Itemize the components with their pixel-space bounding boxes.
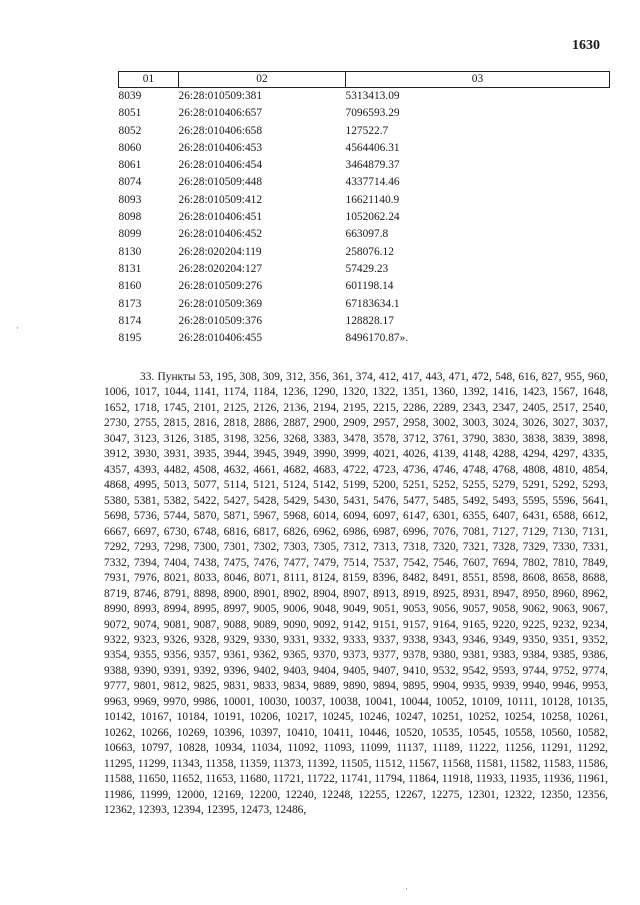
column-header: 01 — [119, 72, 179, 88]
cell-value: 8496170.87». — [345, 332, 409, 345]
table-row — [119, 140, 610, 157]
cell-value: 663097.8 — [345, 228, 389, 241]
cell-value: 258076.12 — [345, 245, 394, 258]
page-number: 1630 — [572, 38, 600, 53]
cell-value: 128828.17 — [345, 314, 394, 327]
cell-number: 8060 — [118, 141, 142, 154]
cell-number: 8195 — [118, 332, 142, 345]
table-row — [119, 261, 610, 278]
cell-value: 5313413.09 — [345, 90, 400, 102]
cell-value: 4337714.46 — [345, 176, 400, 189]
cell-number: 8039 — [118, 90, 142, 102]
cell-value: 4564406.31 — [345, 141, 400, 154]
data-table — [118, 71, 610, 347]
clause-33-paragraph — [104, 370, 608, 819]
cell-cadastral-number: 26:28:010509:376 — [178, 314, 263, 327]
table-row — [119, 105, 610, 122]
cell-number: 8130 — [118, 245, 142, 258]
cell-number: 8052 — [118, 124, 142, 137]
cell-cadastral-number: 26:28:010406:454 — [178, 159, 263, 172]
table-header-row — [119, 72, 610, 88]
cell-cadastral-number: 26:28:010509:381 — [178, 90, 263, 102]
cell-cadastral-number: 26:28:010406:452 — [178, 228, 263, 241]
cell-number: 8160 — [118, 280, 142, 293]
cell-value: 601198.14 — [345, 280, 394, 293]
column-header: 02 — [179, 72, 346, 88]
cell-number: 8174 — [118, 314, 142, 327]
cell-value: 3464879.37 — [345, 159, 400, 172]
cell-number: 8131 — [118, 262, 142, 275]
table-row — [119, 157, 610, 174]
cell-value: 1052062.24 — [345, 211, 400, 224]
cell-number: 8098 — [118, 211, 142, 224]
scan-speck: · — [405, 884, 408, 894]
cell-cadastral-number: 26:28:010509:412 — [178, 193, 263, 206]
cell-cadastral-number: 26:28:010509:448 — [178, 176, 263, 189]
table-row — [119, 192, 610, 209]
table-row — [119, 209, 610, 226]
cell-value: 67183634.1 — [345, 297, 400, 310]
cell-cadastral-number: 26:28:010406:658 — [178, 124, 263, 137]
table-row — [119, 330, 610, 347]
cell-cadastral-number: 26:28:010406:657 — [178, 107, 263, 120]
table-row — [119, 313, 610, 330]
cell-cadastral-number: 26:28:020204:127 — [178, 262, 263, 275]
table-row — [119, 278, 610, 295]
table-row — [119, 123, 610, 140]
cell-cadastral-number: 26:28:010406:451 — [178, 211, 263, 224]
cell-cadastral-number: 26:28:010509:276 — [178, 280, 263, 293]
cell-number: 8099 — [118, 228, 142, 241]
column-header: 03 — [346, 72, 610, 88]
scan-speck: · — [16, 323, 19, 333]
cell-cadastral-number: 26:28:010406:455 — [178, 332, 263, 345]
cell-value: 7096593.29 — [345, 107, 400, 120]
table-row — [119, 244, 610, 261]
cell-number: 8061 — [118, 159, 142, 172]
cell-cadastral-number: 26:28:010509:369 — [178, 297, 263, 310]
cell-value: 127522.7 — [345, 124, 389, 137]
cell-value: 16621140.9 — [345, 193, 400, 206]
table-row — [119, 296, 610, 313]
cell-number: 8093 — [118, 193, 142, 206]
cell-value: 57429.23 — [345, 262, 389, 275]
cell-number: 8074 — [118, 176, 142, 189]
clause-33-text: 33. Пункты 53, 195, 308, 309, 312, 356, 361, 374, 412, 417, 443, 471, 472, 548, 616, 827, 955, 960, 1006, 1017, 1044, 1141, 1174, 1184, 1236, 1290, 1320, 1322, 1351, 1360, 1392, 1416, 1423, 1567, 1648, 1652, 1718, 1745, 2101, 2125, 2126, 2136, 2194, 2195, 2215, 2286, 2289, 2343, 2347, 2405, 2517, 2540, 2730, 2755, 2815, 2816, 2818, 2886, 2887, 2900, 2909, 2957, 2958, 3002, 3003, 3024, 3026, 3027, 3037, 3047, 3123, 3126, 3185, 3198, 3256, 3268, 3383, 3478, 3578, 3712, 3761, 3790, 3830, 3838, 3839, 3898, 3912, 3930, 3931, 3935, 3944, 3945, 3949, 3990, 3999, 4021, 4026, 4139, 4148, 4288, 4294, 4297, 4335, 4357, 4393, 4482, 4508, 4632, 4661, 4682, 4683, 4722, 4723, 4736, 4746, 4748, 4768, 4808, 4810, 4854, 4868, 4995, 5013, 5077, 5114, 5121, 5124, 5142, 5199, 5200, 5251, 5252, 5255, 5279, 5291, 5292, 5293, 5380, 5381, 5382, 5422, 5427, 5428, 5429, 5430, 5431, 5476, 5477, 5485, 5492, 5493, 5595, 5596, 5641, 5698, 5736, 5744, 5870, 5871, 5967, 5968, 6014, 6094, 6097, 6147, 6301, 6355, 6407, 6431, 6588, 6612, 6667, 6697, 6730, 6748, 6816, 6817, 6826, 6962, 6986, 6987, 6996, 7076, 7081, 7127, 7129, 7130, 7131, 7292, 7293, 7298, 7300, 7301, 7302, 7303, 7305, 7312, 7313, 7318, 7320, 7321, 7328, 7329, 7330, 7331, 7332, 7394, 7404, 7438, 7475, 7476, 7477, 7479, 7514, 7537, 7542, 7546, 7607, 7694, 7802, 7810, 7849, 7931, 7976, 8021, 8033, 8046, 8071, 8111, 8124, 8159, 8396, 8482, 8491, 8551, 8598, 8608, 8658, 8688, 8719, 8746, 8791, 8898, 8900, 8901, 8902, 8904, 8907, 8913, 8919, 8925, 8931, 8947, 8950, 8960, 8962, 8990, 8993, 8994, 8995, 8997, 9005, 9006, 9048, 9049, 9051, 9053, 9056, 9057, 9058, 9062, 9063, 9067, 9072, 9074, 9081, 9087, 9088, 9089, 9090, 9092, 9142, 9151, 9157, 9164, 9165, 9220, 9225, 9232, 9234, 9322, 9323, 9326, 9328, 9329, 9330, 9331, 9332, 9333, 9337, 9338, 9343, 9346, 9349, 9350, 9351, 9352, 9354, 9355, 9356, 9357, 9361, 9362, 9365, 9370, 9373, 9377, 9378, 9380, 9381, 9383, 9384, 9385, 9386, 9388, 9390, 9391, 9392, 9396, 9402, 9403, 9404, 9405, 9407, 9410, 9532, 9542, 9593, 9744, 9752, 9774, 9777, 9801, 9812, 9825, 9831, 9833, 9834, 9889, 9890, 9894, 9895, 9904, 9935, 9939, 9940, 9946, 9953, 9963, 9969, 9970, 9986, 10001, 10030, 10037, 10038, 10041, 10044, 10052, 10109, 10111, 10128, 10135, 10142, 10167, 10184, 10191, 10206, 10217, 10245, 10246, 10247, 10251, 10252, 10254, 10258, 10261, 10262, 10266, 10269, 10396, 10397, 10410, 10411, 10446, 10520, 10535, 10545, 10558, 10560, 10582, 10663, 10797, 10828, 10934, 11034, 11092, 11093, 11099, 11137, 11189, 11222, 11256, 11291, 11292, 11295, 11299, 11343, 11358, 11359, 11373, 11392, 11505, 11512, 11567, 11568, 11581, 11582, 11583, 11586, 11588, 11650, 11652, 11653, 11680, 11721, 11722, 11741, 11794, 11864, 11918, 11933, 11935, 11936, 11961, 11986, 11999, 12000, 12169, 12200, 12240, 12248, 12255, 12267, 12275, 12301, 12322, 12350, 12356, 12362, 12393, 12394, 12395, 12473, 12486, — [104, 371, 608, 817]
cell-cadastral-number: 26:28:020204:119 — [178, 245, 262, 258]
table-row — [119, 226, 610, 243]
table-row — [119, 88, 610, 106]
cell-number: 8173 — [118, 297, 142, 310]
table-row — [119, 174, 610, 191]
cell-cadastral-number: 26:28:010406:453 — [178, 141, 263, 154]
cell-number: 8051 — [118, 107, 142, 120]
